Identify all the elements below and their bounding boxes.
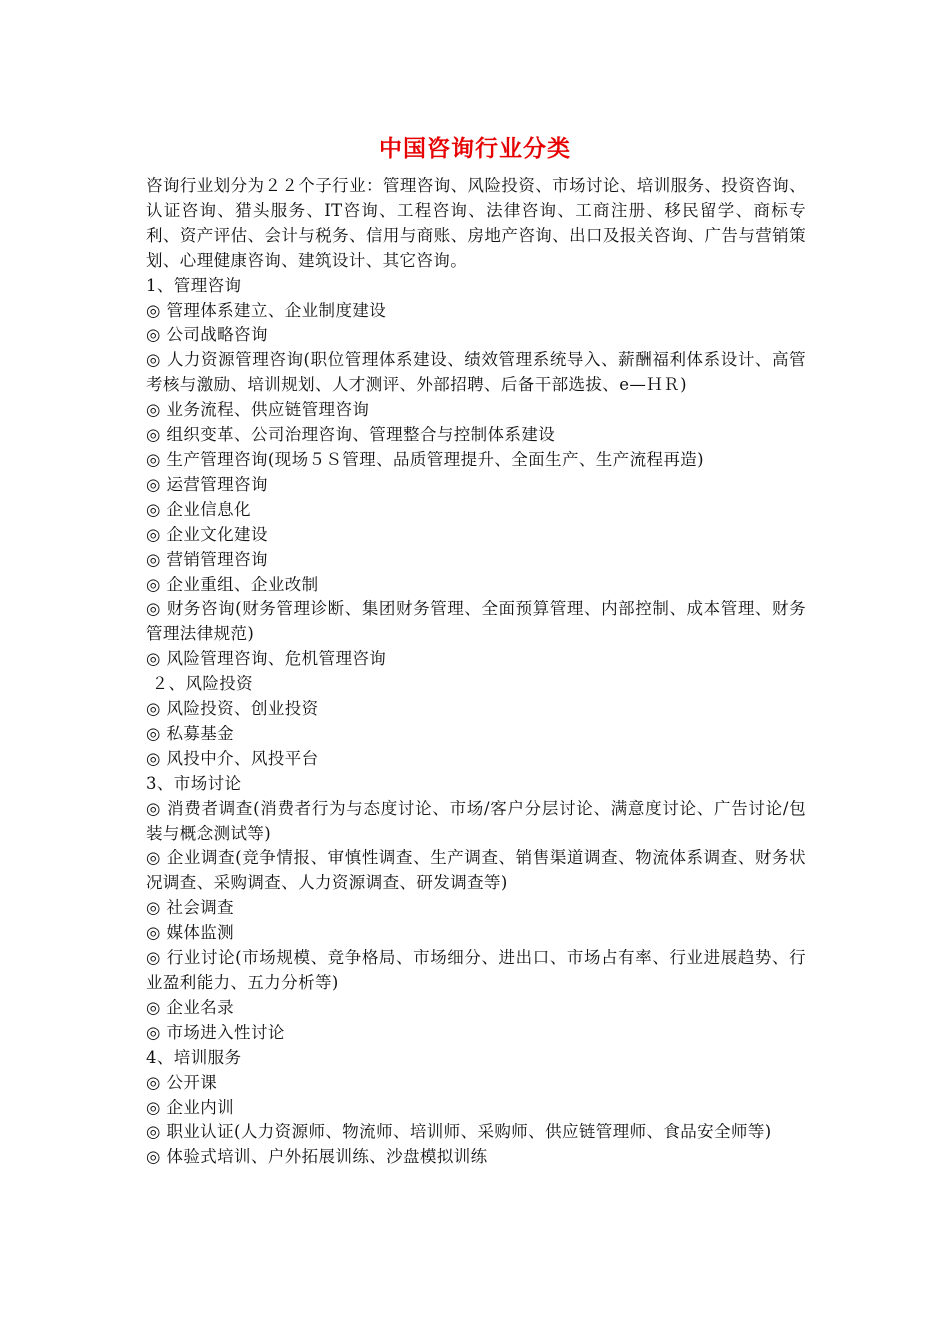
list-item: ◎ 风险投资、创业投资 <box>146 699 319 719</box>
list-item: 1、管理咨询 <box>146 275 242 295</box>
list-item: ◎ 职业认证(人力资源师、物流师、培训师、采购师、供应链管理师、食品安全师等) <box>146 1122 772 1142</box>
list-item: ◎ 生产管理咨询(现场５Ｓ管理、品质管理提升、全面生产、生产流程再造) <box>146 449 705 469</box>
list-item: ◎ 企业名录 <box>146 997 235 1017</box>
list-item: ◎ 风投中介、风投平台 <box>146 748 319 768</box>
list-item: ◎ 管理体系建立、企业制度建设 <box>146 300 387 320</box>
list-item: ◎ 行业讨论(市场规模、竞争格局、市场细分、进出口、市场占有率、行业进展趋势、行业盈利能力、五力分析等) <box>146 948 806 992</box>
list-item: ◎ 体验式培训、户外拓展训练、沙盘模拟训练 <box>146 1147 488 1167</box>
list-item: ◎ 企业信息化 <box>146 499 251 519</box>
list-item: ◎ 消费者调查(消费者行为与态度讨论、市场/客户分层讨论、满意度讨论、广告讨论/包装与概念测试等) <box>146 798 806 843</box>
document-body <box>146 174 806 1170</box>
list-item: ◎ 市场进入性讨论 <box>146 1022 285 1042</box>
list-item: ◎ 社会调查 <box>146 898 235 918</box>
document-title: 中国咨询行业分类 <box>379 135 571 162</box>
list-item: ２、风险投资 <box>146 674 254 694</box>
line-list <box>146 274 806 1171</box>
list-item: ◎ 人力资源管理咨询(职位管理体系建设、绩效管理系统导入、薪酬福利体系设计、高管考核与激励、培训规划、人才测评、外部招聘、后备干部选拔、e—ＨＲ) <box>146 350 806 395</box>
list-item: ◎ 企业调查(竞争情报、审慎性调查、生产调查、销售渠道调查、物流体系调查、财务状况调查、采购调查、人力资源调查、研发调查等) <box>146 848 806 893</box>
list-item: ◎ 业务流程、供应链管理咨询 <box>146 400 370 420</box>
intro-paragraph: 咨询行业划分为２２个子行业：管理咨询、风险投资、市场讨论、培训服务、投资咨询、认证咨询、猎头服务、IT咨询、工程咨询、法律咨询、工商注册、移民留学、商标专利、资产评估、会计与税务、信用与商账、房地产咨询、出口及报关咨询、广告与营销策划、心理健康咨询、建筑设计、其它咨询。 <box>146 176 806 270</box>
list-item: ◎ 组织变革、公司治理咨询、管理整合与控制体系建设 <box>146 425 556 445</box>
list-item: ◎ 企业内训 <box>146 1097 235 1117</box>
list-item: ◎ 公开课 <box>146 1072 218 1092</box>
list-item: ◎ 营销管理咨询 <box>146 549 268 569</box>
list-item: ◎ 私募基金 <box>146 723 235 743</box>
list-item: ◎ 运营管理咨询 <box>146 474 268 494</box>
list-item: 3、市场讨论 <box>146 773 242 793</box>
list-item: 4、培训服务 <box>146 1047 242 1067</box>
list-item: ◎ 企业重组、企业改制 <box>146 574 319 594</box>
list-item: ◎ 风险管理咨询、危机管理咨询 <box>146 649 387 669</box>
list-item: ◎ 媒体监测 <box>146 923 235 943</box>
list-item: ◎ 公司战略咨询 <box>146 325 268 345</box>
list-item: ◎ 企业文化建设 <box>146 524 268 544</box>
list-item: ◎ 财务咨询(财务管理诊断、集团财务管理、全面预算管理、内部控制、成本管理、财务管理法律规范) <box>146 599 806 644</box>
